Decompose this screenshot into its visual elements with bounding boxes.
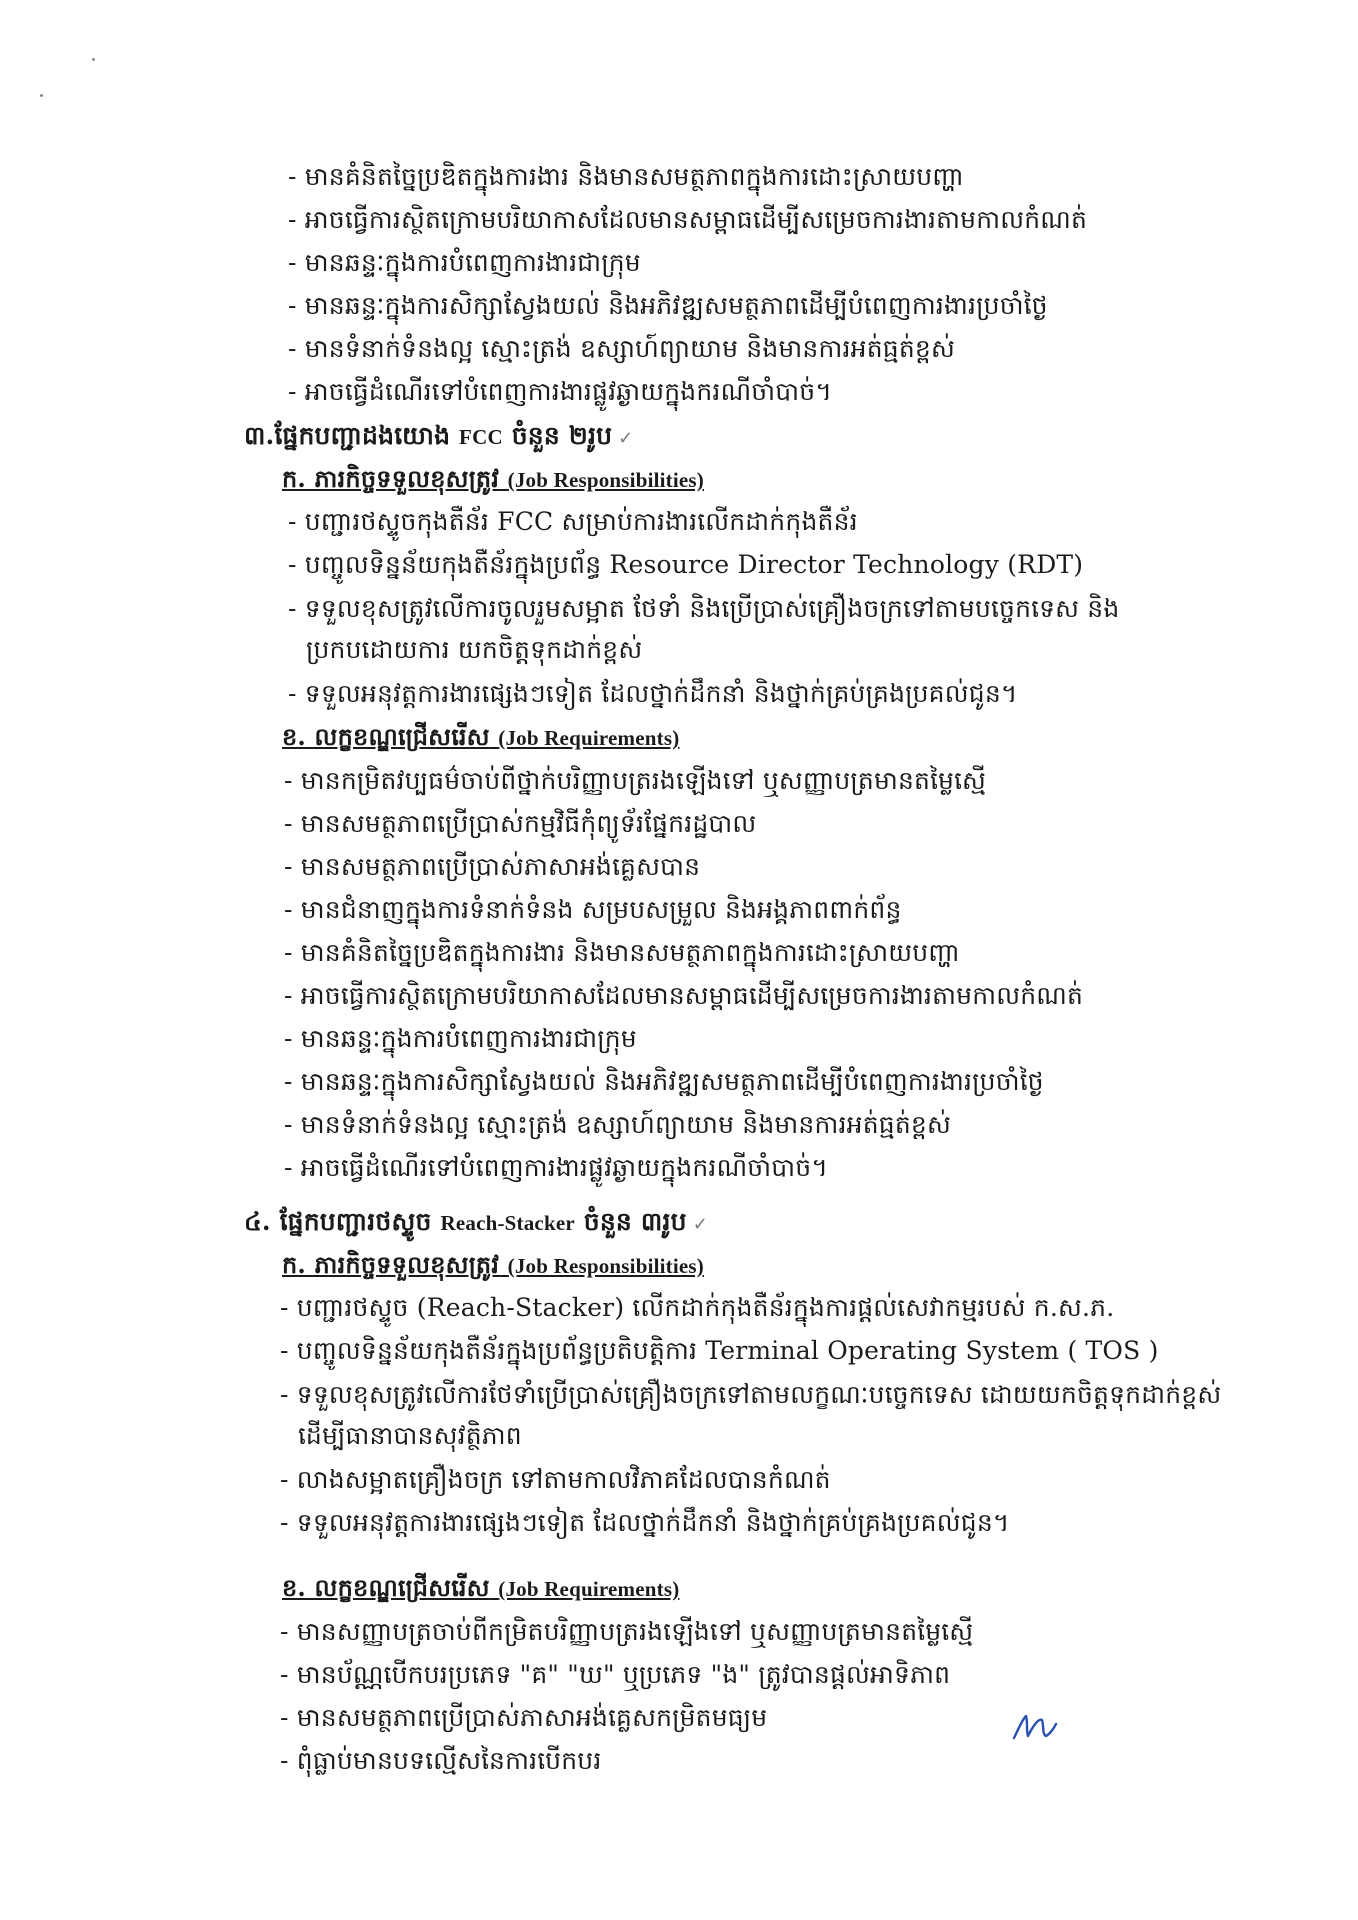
list-item: - ទទួលខុសត្រូវលើការថែទាំប្រើប្រាស់គ្រឿងចក្រទៅតាមលក្ខណៈបច្ចេកទេស ដោយយកចិត្តទុកដាក់ខ្ពស់ [280,1380,1222,1409]
list-item: - ទទួលអនុវត្តការងារផ្សេងៗទៀត ដែលថ្នាក់ដឹកនាំ និងថ្នាក់គ្រប់គ្រងប្រគល់ជូន។ [280,1508,1010,1537]
list-item: - បញ្ជារថស្ទូច (Reach-Stacker) លើកដាក់កុងតឺន័រក្នុងការផ្តល់សេវាកម្មរបស់ ក.ស.ភ. [280,1293,1115,1322]
list-item: - អាចធ្វើការស្ថិតក្រោមបរិយាកាសដែលមានសម្ពាធដើម្បីសម្រេចការងារតាមកាលកំណត់ [288,205,1088,234]
list-item: - មានឆន្ទៈក្នុងការបំពេញការងារជាក្រុម [284,1024,637,1053]
check-mark-icon: ✓ [618,428,634,449]
list-item: - បញ្ចូលទិន្នន័យកុងតឺន័រក្នុងប្រព័ន្ធប្រតិបត្តិការ Terminal Operating System ( TOS ) [280,1336,1159,1365]
requirements-title-km: ខ. លក្ខខណ្ឌជ្រើសរើស [282,722,490,751]
section-3-responsibilities-title [282,462,704,497]
list-item: - មានទំនាក់ទំនងល្អ ស្មោះត្រង់ ឧស្សាហ៍ព្យាយាម និងមានការអត់ធ្មត់ខ្ពស់ [288,334,955,363]
list-item: - មានទំនាក់ទំនងល្អ ស្មោះត្រង់ ឧស្សាហ៍ព្យាយាម និងមានការអត់ធ្មត់ខ្ពស់ [284,1110,951,1139]
section-4-requirements-title [282,1571,679,1606]
list-item: - មានសញ្ញាបត្រចាប់ពីកម្រិតបរិញ្ញាបត្ររងឡើងទៅ ឬសញ្ញាបត្រមានតម្លៃស្មើ [280,1617,974,1646]
list-item: - មានប័ណ្ណបើកបរប្រភេទ "គ" "ឃ" ឬប្រភេទ "ង" ត្រូវបានផ្តល់អាទិភាព [280,1660,951,1689]
list-item: - មានសមត្ថភាពប្រើប្រាស់ភាសាអង់គ្លេសបាន [284,852,701,881]
responsibilities-title-en: (Job Responsibilities) [507,468,704,492]
list-item: - បញ្ចូលទិន្នន័យកុងតឺន័រក្នុងប្រព័ន្ធ Resource Director Technology (RDT) [288,550,1084,579]
list-item: - មានឆន្ទៈក្នុងការសិក្សាស្វែងយល់ និងអភិវឌ្ឍសមត្ថភាពដើម្បីបំពេញការងារប្រចាំថ្ងៃ [288,291,1048,320]
list-item: - អាចធ្វើដំណើរទៅបំពេញការងារផ្លូវឆ្ងាយក្នុងករណីចាំបាច់។ [288,377,833,406]
section-4-heading [244,1205,708,1242]
list-item: - មានឆន្ទៈក្នុងការសិក្សាស្វែងយល់ និងអភិវឌ្ឍសមត្ថភាពដើម្បីបំពេញការងារប្រចាំថ្ងៃ [284,1067,1044,1096]
section-3-requirements-title [282,720,679,755]
list-item: - បញ្ជារថស្ទូចកុងតឺន័រ FCC សម្រាប់ការងារលើកដាក់កុងតឺន័រ [288,507,858,536]
list-item-continuation: ប្រកបដោយការ យកចិត្តទុកដាក់ខ្ពស់ [306,635,643,664]
list-item: - ទទួលអនុវត្តការងារផ្សេងៗទៀត ដែលថ្នាក់ដឹកនាំ និងថ្នាក់គ្រប់គ្រងប្រគល់ជូន។ [288,679,1018,708]
list-item: - មានជំនាញក្នុងការទំនាក់ទំនង សម្របសម្រួល និងអង្គភាពពាក់ព័ន្ធ [284,895,902,924]
list-item-continuation: ដើម្បីធានាបានសុវត្ថិភាព [298,1421,522,1450]
scan-speck [92,58,95,61]
section-3-heading-km: ៣.ផ្នែកបញ្ជាដងយោង [244,421,451,450]
section-4-heading-en: Reach-Stacker [440,1211,575,1235]
responsibilities-title-km: ក. ភារកិច្ចទទួលខុសត្រូវ [282,464,500,493]
section-3-heading-en: FCC [459,425,503,449]
requirements-title-en: (Job Requirements) [498,1577,680,1601]
list-item: - មានគំនិតច្នៃប្រឌិតក្នុងការងារ និងមានសមត្ថភាពក្នុងការដោះស្រាយបញ្ហា [288,162,964,191]
responsibilities-title-km: ក. ភារកិច្ចទទួលខុសត្រូវ [282,1250,500,1279]
list-item: - ទទួលខុសត្រូវលើការចូលរួមសម្អាត ថែទាំ និងប្រើប្រាស់គ្រឿងចក្រទៅតាមបច្ចេកទេស និង [288,594,1120,623]
list-item: - អាចធ្វើដំណើរទៅបំពេញការងារផ្លូវឆ្ងាយក្នុងករណីចាំបាច់។ [284,1153,829,1182]
check-mark-icon: ✓ [692,1214,708,1235]
scan-speck [40,94,43,97]
list-item: - មានគំនិតច្នៃប្រឌិតក្នុងការងារ និងមានសមត្ថភាពក្នុងការដោះស្រាយបញ្ហា [284,938,960,967]
section-3-heading-count: ចំនួន ២រូប [511,421,613,450]
requirements-title-km: ខ. លក្ខខណ្ឌជ្រើសរើស [282,1573,490,1602]
list-item: - ពុំធ្លាប់មានបទល្មើសនៃការបើកបរ [280,1746,602,1775]
list-item: - លាងសម្អាតគ្រឿងចក្រ ទៅតាមកាលវិភាគដែលបានកំណត់ [280,1465,831,1494]
section-4-responsibilities-title [282,1248,704,1283]
section-4-heading-count: ចំនួន ៣រូប [583,1207,687,1236]
list-item: - មានឆន្ទៈក្នុងការបំពេញការងារជាក្រុម [288,248,641,277]
list-item: - មានសមត្ថភាពប្រើប្រាស់ភាសាអង់គ្លេសកម្រិតមធ្យម [280,1703,768,1732]
list-item: - មានសមត្ថភាពប្រើប្រាស់កម្មវិធីកុំព្យូទ័រផ្នែករដ្ឋបាល [284,809,757,838]
responsibilities-title-en: (Job Responsibilities) [507,1254,704,1278]
section-4-heading-km: ៤. ផ្នែកបញ្ជារថស្ទូច [244,1207,432,1236]
initials-signature [1010,1708,1058,1744]
list-item: - មានកម្រិតវប្បធម៌ចាប់ពីថ្នាក់បរិញ្ញាបត្ររងឡើងទៅ ឬសញ្ញាបត្រមានតម្លៃស្មើ [284,766,987,795]
section-3-heading [244,419,633,456]
requirements-title-en: (Job Requirements) [498,726,680,750]
list-item: - អាចធ្វើការស្ថិតក្រោមបរិយាកាសដែលមានសម្ពាធដើម្បីសម្រេចការងារតាមកាលកំណត់ [284,981,1084,1010]
